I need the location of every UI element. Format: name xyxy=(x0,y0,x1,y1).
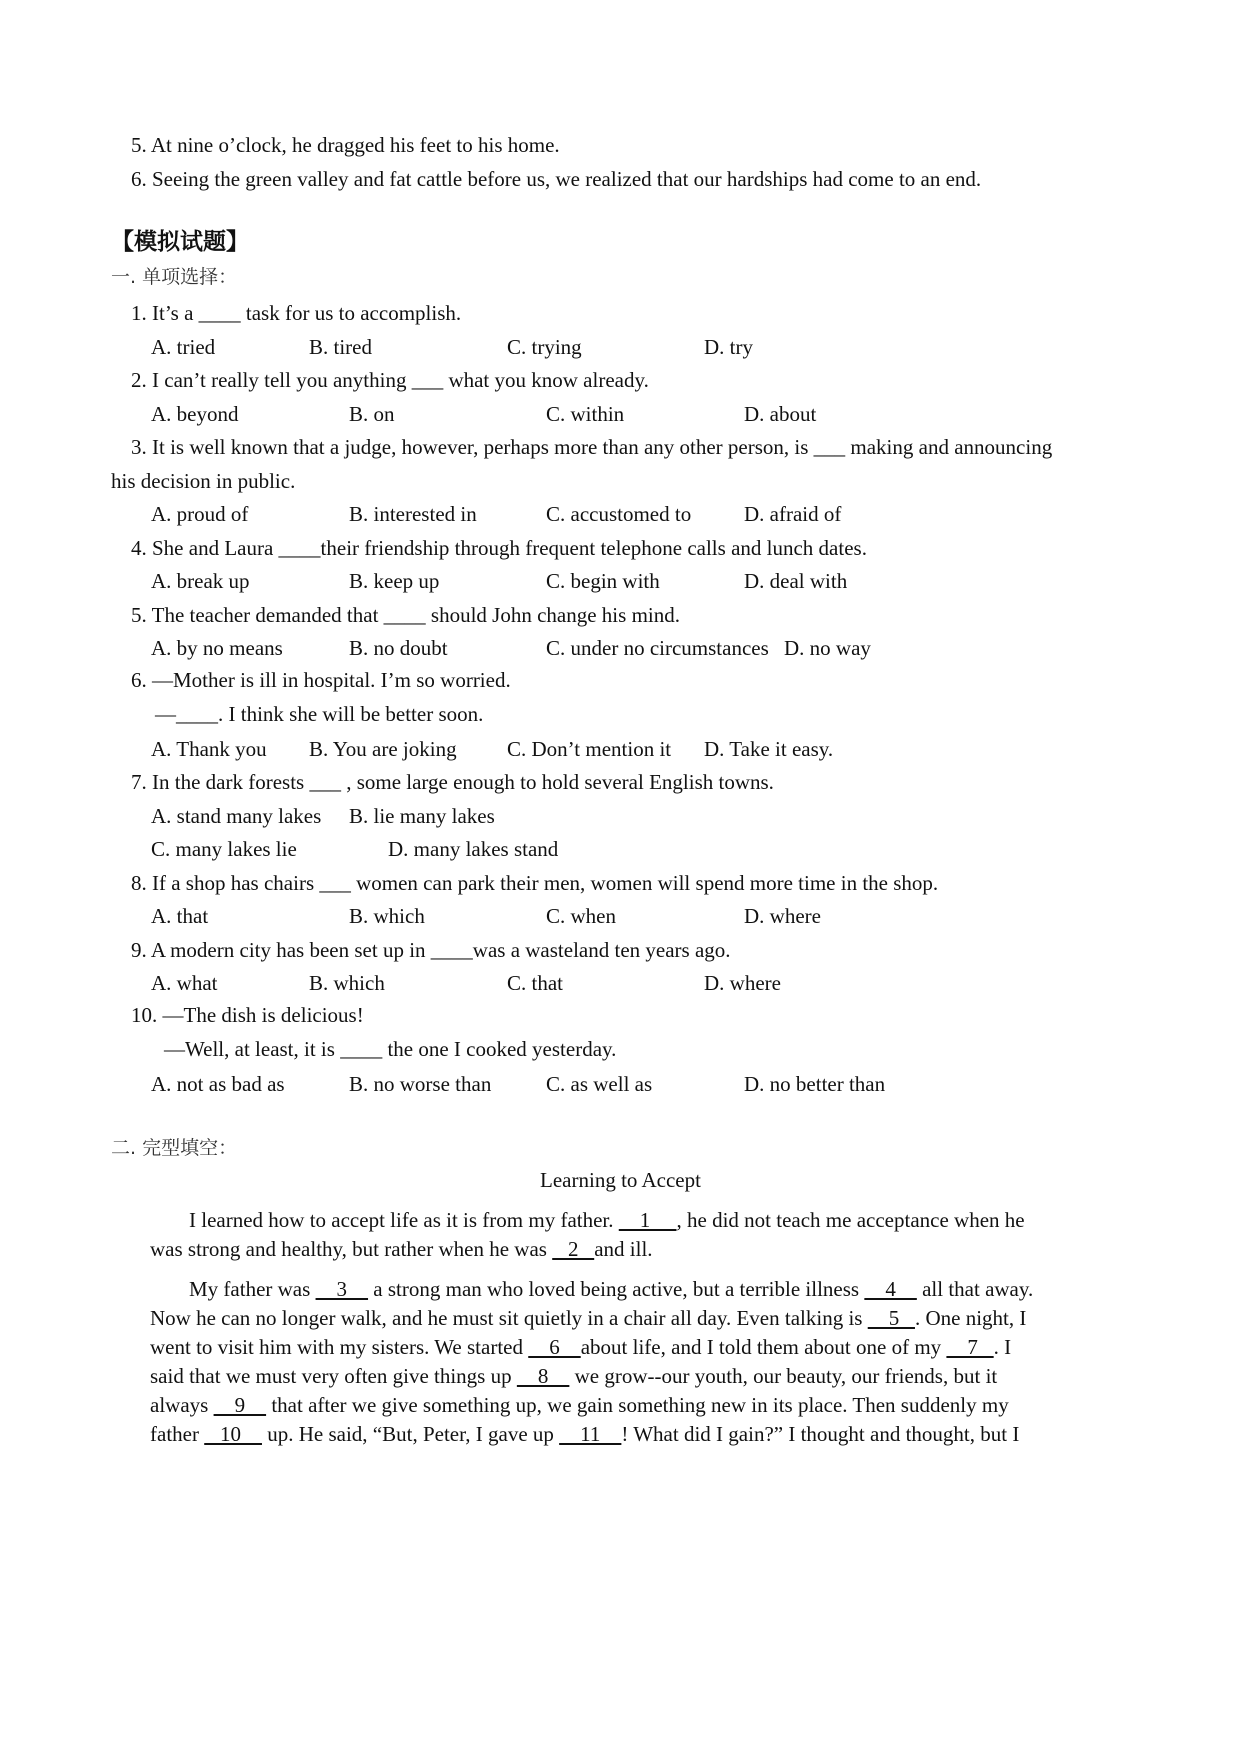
question-4-option-d[interactable]: D. deal with xyxy=(744,569,848,593)
question-9-option-b[interactable]: B. which xyxy=(309,971,385,995)
question-3-stem-cont: his decision in public. xyxy=(111,469,296,493)
question-5-option-b[interactable]: B. no doubt xyxy=(349,636,448,660)
question-8-option-c[interactable]: C. when xyxy=(546,904,616,928)
para2-line-1: My father was 3 a strong man who loved being active, but a terrible illness 4 all that away. xyxy=(189,1277,1034,1301)
question-3-option-d[interactable]: D. afraid of xyxy=(744,502,842,526)
question-6-option-b[interactable]: B. You are joking xyxy=(309,737,457,761)
blank-7[interactable]: 7 xyxy=(946,1335,994,1359)
question-6-option-a[interactable]: A. Thank you xyxy=(151,737,267,761)
question-4-option-c[interactable]: C. begin with xyxy=(546,569,660,593)
question-10-option-a[interactable]: A. not as bad as xyxy=(151,1072,285,1096)
question-9-stem: 9. A modern city has been set up in ____was a wasteland ten years ago. xyxy=(131,938,731,962)
prev-item-6: 6. Seeing the green valley and fat cattle before us, we realized that our hardships had come to an end. xyxy=(131,167,982,191)
question-9-option-a[interactable]: A. what xyxy=(151,971,218,995)
blank-5[interactable]: 5 xyxy=(867,1306,915,1330)
para2-line-2: Now he can no longer walk, and he must sit quietly in a chair all day. Even talking is 5 . One night, I xyxy=(150,1306,1027,1330)
question-10-option-b[interactable]: B. no worse than xyxy=(349,1072,492,1096)
question-8-option-d[interactable]: D. where xyxy=(744,904,821,928)
question-5-option-c[interactable]: C. under no circumstances xyxy=(546,636,769,660)
para2-line-6: father 10 up. He said, “But, Peter, I gave up 11 ! What did I gain?” I thought and thought, but I xyxy=(150,1422,1020,1446)
blank-8[interactable]: 8 xyxy=(516,1364,570,1388)
question-8-option-a[interactable]: A. that xyxy=(151,904,209,928)
question-1-option-a[interactable]: A. tried xyxy=(151,335,216,359)
question-7-option-a[interactable]: A. stand many lakes xyxy=(151,804,322,828)
blank-11[interactable]: 11 xyxy=(559,1422,622,1446)
para1-line-1: I learned how to accept life as it is from my father. 1 , he did not teach me acceptance when he xyxy=(189,1208,1025,1232)
blank-3[interactable]: 3 xyxy=(315,1277,369,1301)
question-1-stem: 1. It’s a ____ task for us to accomplish. xyxy=(131,301,462,325)
question-7-option-b[interactable]: B. lie many lakes xyxy=(349,804,495,828)
part2-title: 二. 完型填空： xyxy=(111,1137,238,1159)
question-3-option-b[interactable]: B. interested in xyxy=(349,502,477,526)
blank-2[interactable]: 2 xyxy=(552,1237,595,1261)
question-5-option-a[interactable]: A. by no means xyxy=(151,636,283,660)
question-1-option-b[interactable]: B. tired xyxy=(309,335,372,359)
para2-line-4: said that we must very often give things up 8 we grow--our youth, our beauty, our friends, but it xyxy=(150,1364,998,1388)
question-1-option-d[interactable]: D. try xyxy=(704,335,753,359)
para2-line-3: went to visit him with my sisters. We started 6 about life, and I told them about one of my 7 . I xyxy=(150,1335,1012,1359)
question-5-stem: 5. The teacher demanded that ____ should John change his mind. xyxy=(131,603,680,627)
question-7-option-d[interactable]: D. many lakes stand xyxy=(388,837,559,861)
blank-4[interactable]: 4 xyxy=(864,1277,917,1301)
para2-line-5: always 9 that after we give something up, we gain something new in its place. Then suddenly my xyxy=(150,1393,1009,1417)
question-10-option-d[interactable]: D. no better than xyxy=(744,1072,886,1096)
question-2-option-c[interactable]: C. within xyxy=(546,402,625,426)
question-4-stem: 4. She and Laura ____their friendship through frequent telephone calls and lunch dates. xyxy=(131,536,867,560)
question-7-stem: 7. In the dark forests ___ , some large enough to hold several English towns. xyxy=(131,770,774,794)
question-3-option-c[interactable]: C. accustomed to xyxy=(546,502,692,526)
question-6-option-c[interactable]: C. Don’t mention it xyxy=(507,737,672,761)
question-6-option-d[interactable]: D. Take it easy. xyxy=(704,737,834,761)
question-2-option-d[interactable]: D. about xyxy=(744,402,817,426)
blank-10[interactable]: 10 xyxy=(204,1422,262,1446)
question-2-option-b[interactable]: B. on xyxy=(349,402,395,426)
question-10-stem: 10. —The dish is delicious! xyxy=(131,1003,364,1027)
passage-title: Learning to Accept xyxy=(540,1168,701,1192)
section-heading: 【模拟试题】 xyxy=(111,229,249,255)
question-3-stem: 3. It is well known that a judge, however, perhaps more than any other person, is ___ making and announcing xyxy=(131,435,1053,459)
question-2-option-a[interactable]: A. beyond xyxy=(151,402,239,426)
question-7-option-c[interactable]: C. many lakes lie xyxy=(151,837,297,861)
question-1-option-c[interactable]: C. trying xyxy=(507,335,582,359)
question-3-option-a[interactable]: A. proud of xyxy=(151,502,249,526)
question-8-stem: 8. If a shop has chairs ___ women can park their men, women will spend more time in the shop. xyxy=(131,871,939,895)
part1-title: 一. 单项选择： xyxy=(111,266,238,288)
question-6-stem: 6. —Mother is ill in hospital. I’m so worried. xyxy=(131,668,511,692)
question-6-stem-reply: —____. I think she will be better soon. xyxy=(155,702,484,726)
prev-item-5: 5. At nine o’clock, he dragged his feet to his home. xyxy=(131,133,560,157)
question-8-option-b[interactable]: B. which xyxy=(349,904,425,928)
para1-line-2: was strong and healthy, but rather when he was 2 and ill. xyxy=(150,1237,653,1261)
question-10-option-c[interactable]: C. as well as xyxy=(546,1072,653,1096)
blank-9[interactable]: 9 xyxy=(213,1393,267,1417)
blank-1[interactable]: 1 xyxy=(618,1208,677,1232)
question-2-stem: 2. I can’t really tell you anything ___ what you know already. xyxy=(131,368,649,392)
question-9-option-d[interactable]: D. where xyxy=(704,971,781,995)
blank-6[interactable]: 6 xyxy=(528,1335,581,1359)
question-4-option-a[interactable]: A. break up xyxy=(151,569,250,593)
question-5-option-d[interactable]: D. no way xyxy=(784,636,871,660)
question-10-stem-reply: —Well, at least, it is ____ the one I cooked yesterday. xyxy=(164,1037,617,1061)
question-4-option-b[interactable]: B. keep up xyxy=(349,569,440,593)
question-9-option-c[interactable]: C. that xyxy=(507,971,563,995)
